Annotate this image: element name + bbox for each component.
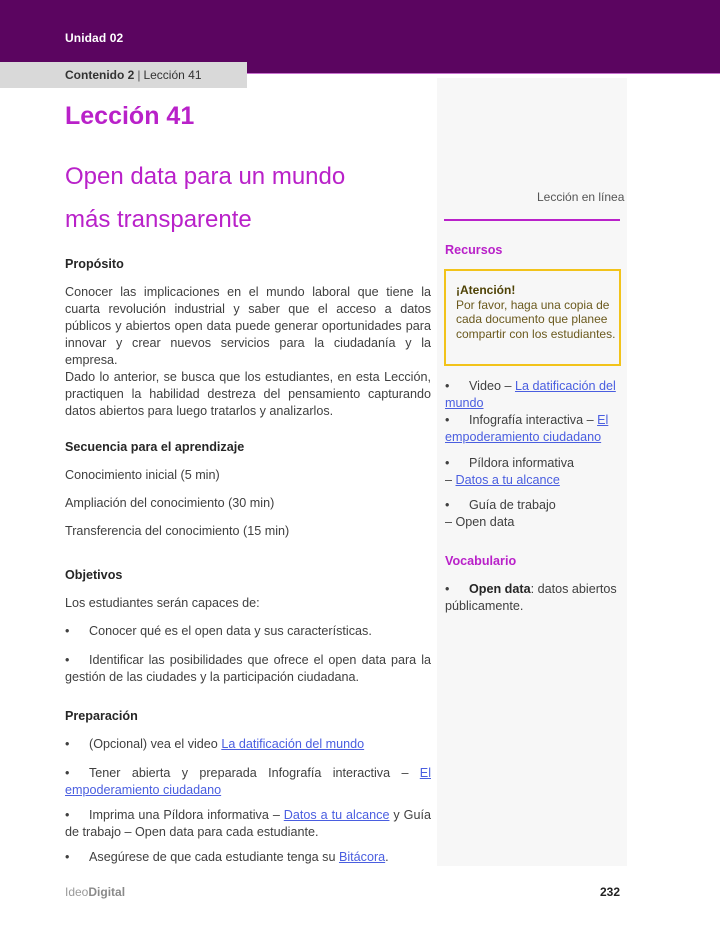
bullet-icon: • (445, 456, 450, 470)
vocab-item (445, 581, 621, 615)
preparacion-text-4: Asegúrese de que cada estudiante tenga su (89, 850, 339, 864)
heading-vocabulario: Vocabulario (445, 554, 517, 568)
objetivo-item-1 (65, 624, 372, 638)
lesson-title: Lección 41 (65, 102, 195, 130)
bullet-icon: • (445, 498, 450, 512)
bullet-icon: • (65, 737, 70, 751)
attention-title: ¡Atención! (456, 283, 516, 297)
preparacion-text-1: (Opcional) vea el video (89, 737, 222, 751)
resource-label-infografia: Infografía interactiva – (469, 413, 598, 427)
preparacion-text-3: Imprima una Píldora informativa – (89, 808, 284, 822)
breadcrumb-separator: | (137, 68, 141, 82)
bullet-icon: • (445, 413, 450, 427)
lesson-mode-label: Lección en línea (537, 190, 625, 204)
secuencia-item-2: Ampliación del conocimiento (30 min) (65, 496, 275, 510)
heading-preparacion: Preparación (65, 709, 138, 723)
sidebar-divider (444, 219, 620, 221)
preparacion-item-3 (65, 807, 431, 841)
bullet-icon: • (65, 850, 70, 864)
attention-body: Por favor, haga una copia de cada documento que planee compartir con los estudiantes. (456, 297, 616, 341)
resource-link-datificacion[interactable]: La datificación del mundo (445, 379, 616, 410)
heading-recursos: Recursos (445, 243, 503, 257)
page-number: 232 (600, 885, 621, 899)
preparacion-item-2 (65, 765, 431, 799)
preparacion-after-3: y Guía de trabajo – Open data para cada estudiante. (65, 808, 431, 839)
objetivo-item-2 (65, 652, 431, 686)
bullet-icon: • (65, 766, 70, 780)
bullet-icon: • (445, 379, 450, 393)
preparacion-item-4 (65, 850, 389, 864)
bullet-icon: • (65, 653, 70, 667)
secuencia-item-3: Transferencia del conocimiento (15 min) (65, 524, 290, 538)
resource-label-guia: Guía de trabajo (469, 498, 556, 512)
preparacion-text-2: Tener abierta y preparada Infografía interactiva – (89, 766, 420, 780)
objetivos-intro: Los estudiantes serán capaces de: (65, 596, 260, 610)
brand-light: Ideo (65, 885, 89, 899)
heading-proposito: Propósito (65, 257, 124, 271)
resource-label-pildora: Píldora informativa (469, 456, 574, 470)
proposito-paragraph-1: Conocer las implicaciones en el mundo laboral que tiene la cuarta revolución industrial y saber que el acceso a datos públicos y abiertos open data puede generar oportunidades para innovar y crear nuevos servicios para la ciudadanía y la empresa. (65, 285, 431, 367)
breadcrumb-content: Contenido 2 (65, 68, 135, 82)
objetivo-text-1: Conocer qué es el open data y sus características. (89, 624, 372, 638)
brand-bold: Digital (88, 885, 126, 899)
secuencia-item-1: Conocimiento inicial (5 min) (65, 468, 220, 482)
link-datificacion-del-mundo[interactable]: La datificación del mundo (221, 737, 365, 751)
bullet-icon: • (65, 624, 70, 638)
resource-link-empoderamiento[interactable]: El empoderamiento ciudadano (445, 413, 609, 444)
breadcrumb (65, 68, 202, 82)
unit-label: Unidad 02 (65, 31, 124, 45)
subtitle-line-1: Open data para un mundo (65, 163, 346, 190)
subtitle-line-2: más transparente (65, 206, 252, 233)
resource-prefix-guia: – Open data (445, 515, 515, 529)
link-empoderamiento-ciudadano[interactable]: El empoderamiento ciudadano (65, 766, 431, 797)
resource-link-datos-alcance[interactable]: Datos a tu alcance (455, 473, 560, 487)
objetivo-text-2: Identificar las posibilidades que ofrece el open data para la gestión de las ciudades y la participación ciudadana. (65, 653, 431, 684)
link-datos-a-tu-alcance[interactable]: Datos a tu alcance (283, 808, 390, 822)
breadcrumb-lesson: Lección 41 (143, 68, 202, 82)
resource-pildora (445, 455, 621, 489)
bullet-icon: • (445, 582, 450, 596)
proposito-paragraph-2: Dado lo anterior, se busca que los estudiantes, en esta Lección, practiquen la habilidad destreza del pensamiento capturando datos abiertos para luego tratarlos y analizarlos. (65, 370, 431, 418)
resource-guia (445, 497, 621, 531)
lesson-subtitle (65, 155, 435, 241)
heading-secuencia: Secuencia para el aprendizaje (65, 440, 245, 454)
preparacion-after-4: . (385, 850, 389, 864)
preparacion-item-1 (65, 737, 364, 751)
heading-objetivos: Objetivos (65, 568, 123, 582)
footer-brand (65, 885, 125, 899)
vocab-term: Open data (469, 582, 531, 596)
resource-infografia (445, 412, 621, 446)
vocab-definition: : datos abiertos públicamente. (445, 582, 617, 613)
link-bitacora[interactable]: Bitácora (338, 850, 386, 864)
bullet-icon: • (65, 808, 70, 822)
resource-prefix-pildora: – (445, 473, 456, 487)
resource-label-video: Video – (469, 379, 515, 393)
resource-video (445, 378, 621, 412)
attention-box (444, 269, 621, 366)
